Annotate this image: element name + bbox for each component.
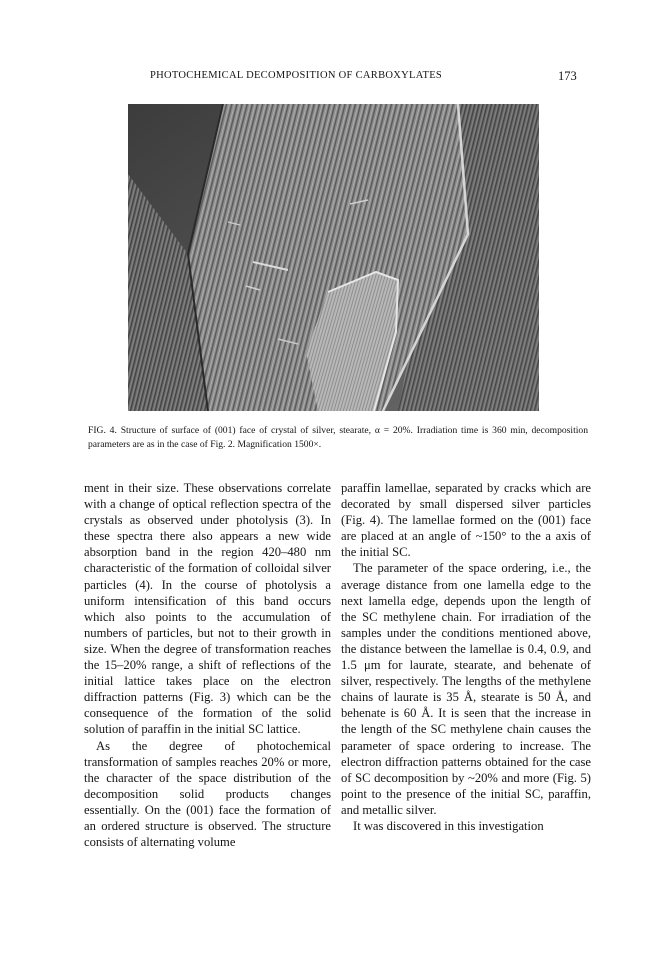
figure-caption: FIG. 4. Structure of surface of (001) face of crystal of silver, stearate, α = 20%. Irradiation time is 360 min, decomposition parameters are as in the case of Fig. 2. Magnification 1500×. <box>88 425 588 450</box>
running-title: PHOTOCHEMICAL DECOMPOSITION OF CARBOXYLATES <box>150 70 443 81</box>
paragraph: ment in their size. These observations correlate with a change of optical reflection spectra of the crystals as observed under photolysis (3). In these spectra there also appears a new wide absorption band in the region 420–480 nm characteristic of the formation of colloidal silver particles (4). In the course of photolysis a uniform intensification of this band occurs which also points to the accumulation of numbers of particles, but not to their growth in size. When the degree of transformation reaches the 15–20% range, a shift of reflections of the initial lattice takes place on the electron diffraction patterns (Fig. 3) which can be the consequence of the formation of the solid solution of paraffin in the initial SC lattice. <box>84 481 331 737</box>
micrograph-figure <box>128 104 539 411</box>
right-column <box>341 480 591 834</box>
paragraph: paraffin lamellae, separated by cracks which are decorated by small dispersed silver particles (Fig. 4). The lamellae formed on the (001) face are placed at an angle of ~150° to the a axis of the initial SC. <box>341 481 591 560</box>
paragraph: As the degree of photochemical transformation of samples reaches 20% or more, the character of the space distribution of the decomposition solid products changes essentially. On the (001) face the formation of an ordered structure is observed. The structure consists of alternating volume <box>84 738 331 850</box>
micrograph-image <box>128 104 539 411</box>
left-column <box>84 480 331 850</box>
page-number: 173 <box>558 69 577 83</box>
page-header <box>0 70 672 86</box>
paragraph: It was discovered in this investigation <box>353 818 544 833</box>
paragraph: The parameter of the space ordering, i.e., the average distance from one lamella edge to the next lamella edge, depends upon the length of the SC methylene chain. For irradiation of the samples under the conditions mentioned above, the distance between the lamellae is 0.4, 0.9, and 1.5 μm for laurate, stearate, and behenate of silver, respectively. The lengths of the methylene chains of laurate is 35 Å, stearate is 50 Å, and behenate is 60 Å. It is seen that the increase in the length of the SC methylene chain causes the parameter of space ordering to increase. The electron diffraction patterns obtained for the case of SC decomposition by ~20% and more (Fig. 5) point to the presence of the initial SC, paraffin, and metallic silver. <box>341 561 591 817</box>
